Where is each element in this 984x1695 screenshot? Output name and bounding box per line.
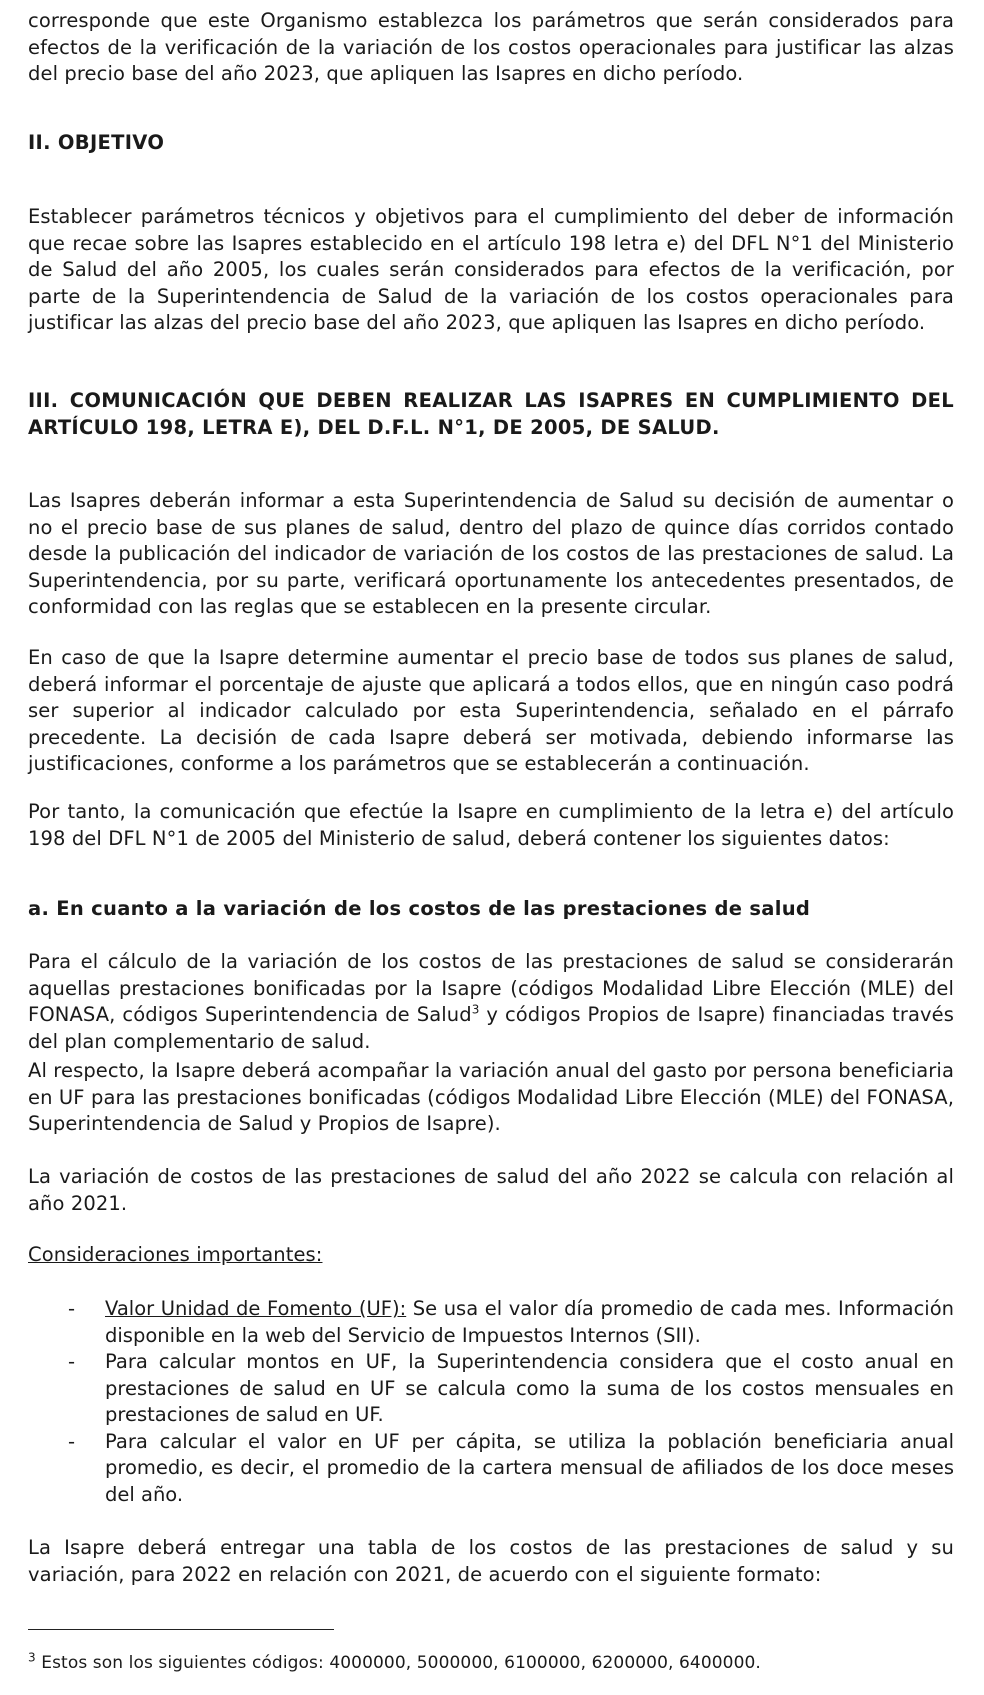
p1-text-after: y códigos Propios de Isapre) financiadas través del plan complementario de salud. xyxy=(28,1003,954,1053)
footnote-text: Estos son los siguientes códigos: 4000000, 5000000, 6100000, 6200000, 6400000. xyxy=(35,1653,761,1673)
intro-paragraph: corresponde que este Organismo establezca los parámetros que serán considerados para efectos de la verificación de la variación de los costos operacionales para justificar las alzas del precio base del año 2023, que apliquen las Isapres en dicho período. xyxy=(28,9,954,85)
list-item xyxy=(28,1296,954,1349)
bullet-text: Se usa el valor día promedio de cada mes. Información disponible en la web del Servicio de Impuestos Internos (SII). xyxy=(105,1297,954,1347)
bullet-marker: - xyxy=(68,1350,76,1373)
bullet-marker: - xyxy=(68,1297,76,1320)
bullet-text: Para calcular el valor en UF per cápita, se utiliza la población beneficiaria anual promedio, es decir, el promedio de la cartera mensual de afiliados de los doce meses del año. xyxy=(105,1429,954,1506)
p1-text-before: Para el cálculo de la variación de los costos de las prestaciones de salud se considerarán aquellas prestaciones bonificadas por la Isapre (códigos Modalidad Libre Elección (MLE) del FONASA, códigos Superintendencia de Salud xyxy=(28,950,954,1026)
subsection-a-heading: a. En cuanto a la variación de los costos de las prestaciones de salud xyxy=(28,897,811,920)
subsection-a-paragraph-1 xyxy=(28,949,954,1055)
section-iii-paragraph-2: En caso de que la Isapre determine aumentar el precio base de todos sus planes de salud, deberá informar el porcentaje de ajuste que aplicará a todos ellos, que en ningún caso podrá ser superior al indicador calculado por esta Superintendencia, señalado en el párrafo precedente. La decisión de cada Isapre deberá ser motivada, debiendo informarse las justificaciones, conforme a los parámetros que se establecerán a continuación. xyxy=(28,646,954,775)
bullet-text: Para calcular montos en UF, la Superintendencia considera que el costo anual en prestaciones de salud en UF se calcula como la suma de los costos mensuales en prestaciones de salud en UF. xyxy=(105,1350,954,1426)
footnote-reference: 3 xyxy=(471,1002,480,1017)
bullet-marker: - xyxy=(68,1429,76,1453)
considerations-list xyxy=(28,1296,954,1508)
section-iii-paragraph-3: Por tanto, la comunicación que efectúe la Isapre en cumplimiento de la letra e) del artículo 198 del DFL N°1 de 2005 del Ministerio de salud, deberá contener los siguientes datos: xyxy=(28,800,954,850)
bullet-label: Valor Unidad de Fomento (UF): xyxy=(105,1297,407,1320)
footnote-marker: 3 xyxy=(28,1650,36,1665)
section-iii-paragraph-1: Las Isapres deberán informar a esta Superintendencia de Salud su decisión de aumentar o no el precio base de sus planes de salud, dentro del plazo de quince días corridos contado desde la publicación del indicador de variación de los costos de las prestaciones de salud. La Superintendencia, por su parte, verificará oportunamente los antecedentes presentados, de conformidad con las reglas que se establecen en la presente circular. xyxy=(28,489,954,618)
closing-paragraph: La Isapre deberá entregar una tabla de los costos de las prestaciones de salud y su variación, para 2022 en relación con 2021, de acuerdo con el siguiente formato: xyxy=(28,1536,954,1586)
subsection-a-paragraph-2: Al respecto, la Isapre deberá acompañar la variación anual del gasto por persona beneficiaria en UF para las prestaciones bonificadas (códigos Modalidad Libre Elección (MLE) del FONASA, Superintendencia de Salud y Propios de Isapre). xyxy=(28,1059,954,1135)
section-iii-heading: III. COMUNICACIÓN QUE DEBEN REALIZAR LAS ISAPRES EN CUMPLIMIENTO DEL ARTÍCULO 198, LETRA E), DEL D.F.L. N°1, DE 2005, DE SALUD. xyxy=(28,389,954,439)
objective-paragraph: Establecer parámetros técnicos y objetivos para el cumplimiento del deber de información que recae sobre las Isapres establecido en el artículo 198 letra e) del DFL N°1 del Ministerio de Salud del año 2005, los cuales serán considerados para efectos de la verificación, por parte de la Superintendencia de Salud de la variación de los costos operacionales para justificar las alzas del precio base del año 2023, que apliquen las Isapres en dicho período. xyxy=(28,205,954,334)
footnote-separator xyxy=(28,1629,334,1630)
footnote xyxy=(28,1652,954,1674)
considerations-title-text: Consideraciones importantes: xyxy=(28,1243,323,1266)
list-item xyxy=(28,1429,954,1509)
considerations-title xyxy=(28,1242,954,1269)
section-ii-heading: II. OBJETIVO xyxy=(28,131,165,154)
list-item xyxy=(28,1349,954,1429)
subsection-a-paragraph-3: La variación de costos de las prestaciones de salud del año 2022 se calcula con relación al año 2021. xyxy=(28,1165,954,1215)
